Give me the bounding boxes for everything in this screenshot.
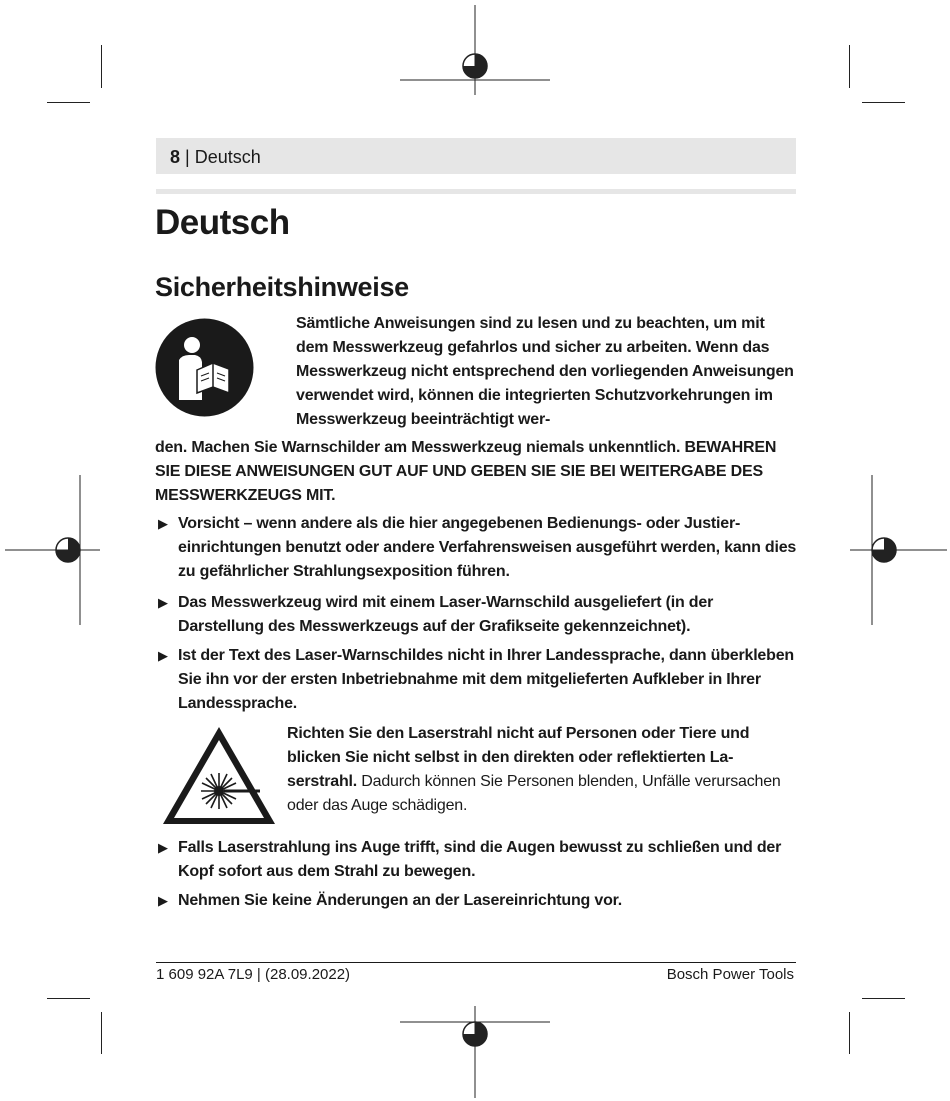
bullet-text: Nehmen Sie keine Änderungen an der Lasereinrichtung vor. bbox=[178, 892, 623, 909]
registration-mark-icon bbox=[400, 5, 550, 95]
page-number: 8 bbox=[170, 147, 181, 167]
crop-mark bbox=[47, 102, 90, 103]
bullet-text: Vorsicht – wenn andere als die hier angegebenen Bedienungs- oder Justiereinrichtungen benutzt oder andere Verfahrensweisen ausgeführt werden, kann dies zu gefährlicher Strahlungsexposition führen. bbox=[178, 515, 797, 580]
list-item bbox=[155, 512, 800, 584]
crop-mark bbox=[849, 45, 850, 88]
list-item bbox=[155, 591, 800, 639]
bullet-marker: ▶ bbox=[158, 840, 168, 855]
bullet-marker: ▶ bbox=[158, 595, 168, 610]
page-header bbox=[170, 146, 261, 168]
section-title: Sicherheitshinweise bbox=[155, 272, 409, 302]
bullet-marker: ▶ bbox=[158, 516, 168, 531]
list-item bbox=[155, 836, 800, 884]
bullet-text: Ist der Text des Laser-Warnschildes nicht in Ihrer Landessprache, dann überkleben Sie ihn vor der ersten Inbetriebnahme mit dem mitgelieferten Aufkleber in Ihrer Landessprache. bbox=[178, 647, 794, 712]
registration-mark-icon bbox=[850, 475, 947, 625]
laser-warning-bold: Richten Sie den Laserstrahl nicht auf Personen oder Tiere und blicken Sie nicht selbst in den direkten oder reflektierten Laserstrahl. bbox=[287, 725, 750, 790]
header-separator: | bbox=[180, 147, 195, 167]
footer-doc-code: 1 609 92A 7L9 | (28.09.2022) bbox=[156, 966, 351, 983]
crop-mark bbox=[47, 998, 90, 999]
crop-mark bbox=[849, 1012, 850, 1054]
header-language: Deutsch bbox=[194, 147, 261, 167]
laser-warning-normal: Dadurch können Sie Personen blenden, Unfälle verursachen oder das Auge schädigen. bbox=[287, 773, 781, 814]
read-manual-icon bbox=[155, 318, 254, 417]
intro-text-right: Sämtliche Anweisungen sind zu lesen und zu beachten, um mit dem Messwerkzeug gefahrlos und sicher zu arbeiten. Wenn das Messwerkzeug nicht entsprechend den vorliegenden Anweisungen verwendet wird, können die integrierten Schutzvorkehrungen im Messwerkzeug beeinträchtigt wer- bbox=[296, 315, 794, 428]
list-item bbox=[155, 889, 800, 913]
header-rule bbox=[156, 189, 796, 194]
footer-rule bbox=[156, 962, 796, 963]
crop-mark bbox=[862, 998, 905, 999]
registration-mark-icon bbox=[5, 475, 100, 625]
bullet-marker: ▶ bbox=[158, 648, 168, 663]
bullet-text: Falls Laserstrahlung ins Auge trifft, sind die Augen bewusst zu schließen und der Kopf sofort aus dem Strahl zu bewegen. bbox=[178, 839, 782, 880]
registration-mark-icon bbox=[400, 1006, 550, 1098]
bullet-text: Das Messwerkzeug wird mit einem Laser-Warnschild ausgeliefert (in der Darstellung des Messwerkzeugs auf der Grafikseite gekennzeichnet). bbox=[178, 594, 714, 635]
laser-warning-text bbox=[287, 722, 797, 818]
crop-mark bbox=[101, 45, 102, 88]
intro-text-full: den. Machen Sie Warnschilder am Messwerkzeug niemals unkenntlich. BEWAHREN SIE DIESE ANWEISUNGEN GUT AUF UND GEBEN SIE SIE BEI WEITERGABE DES MESSWERKZEUGS MIT. bbox=[155, 439, 777, 504]
bullet-marker: ▶ bbox=[158, 893, 168, 908]
crop-mark bbox=[101, 1012, 102, 1054]
list-item bbox=[155, 644, 800, 716]
footer-brand: Bosch Power Tools bbox=[666, 966, 794, 983]
crop-mark bbox=[862, 102, 905, 103]
page-title: Deutsch bbox=[155, 203, 290, 242]
laser-warning-icon bbox=[160, 724, 278, 827]
